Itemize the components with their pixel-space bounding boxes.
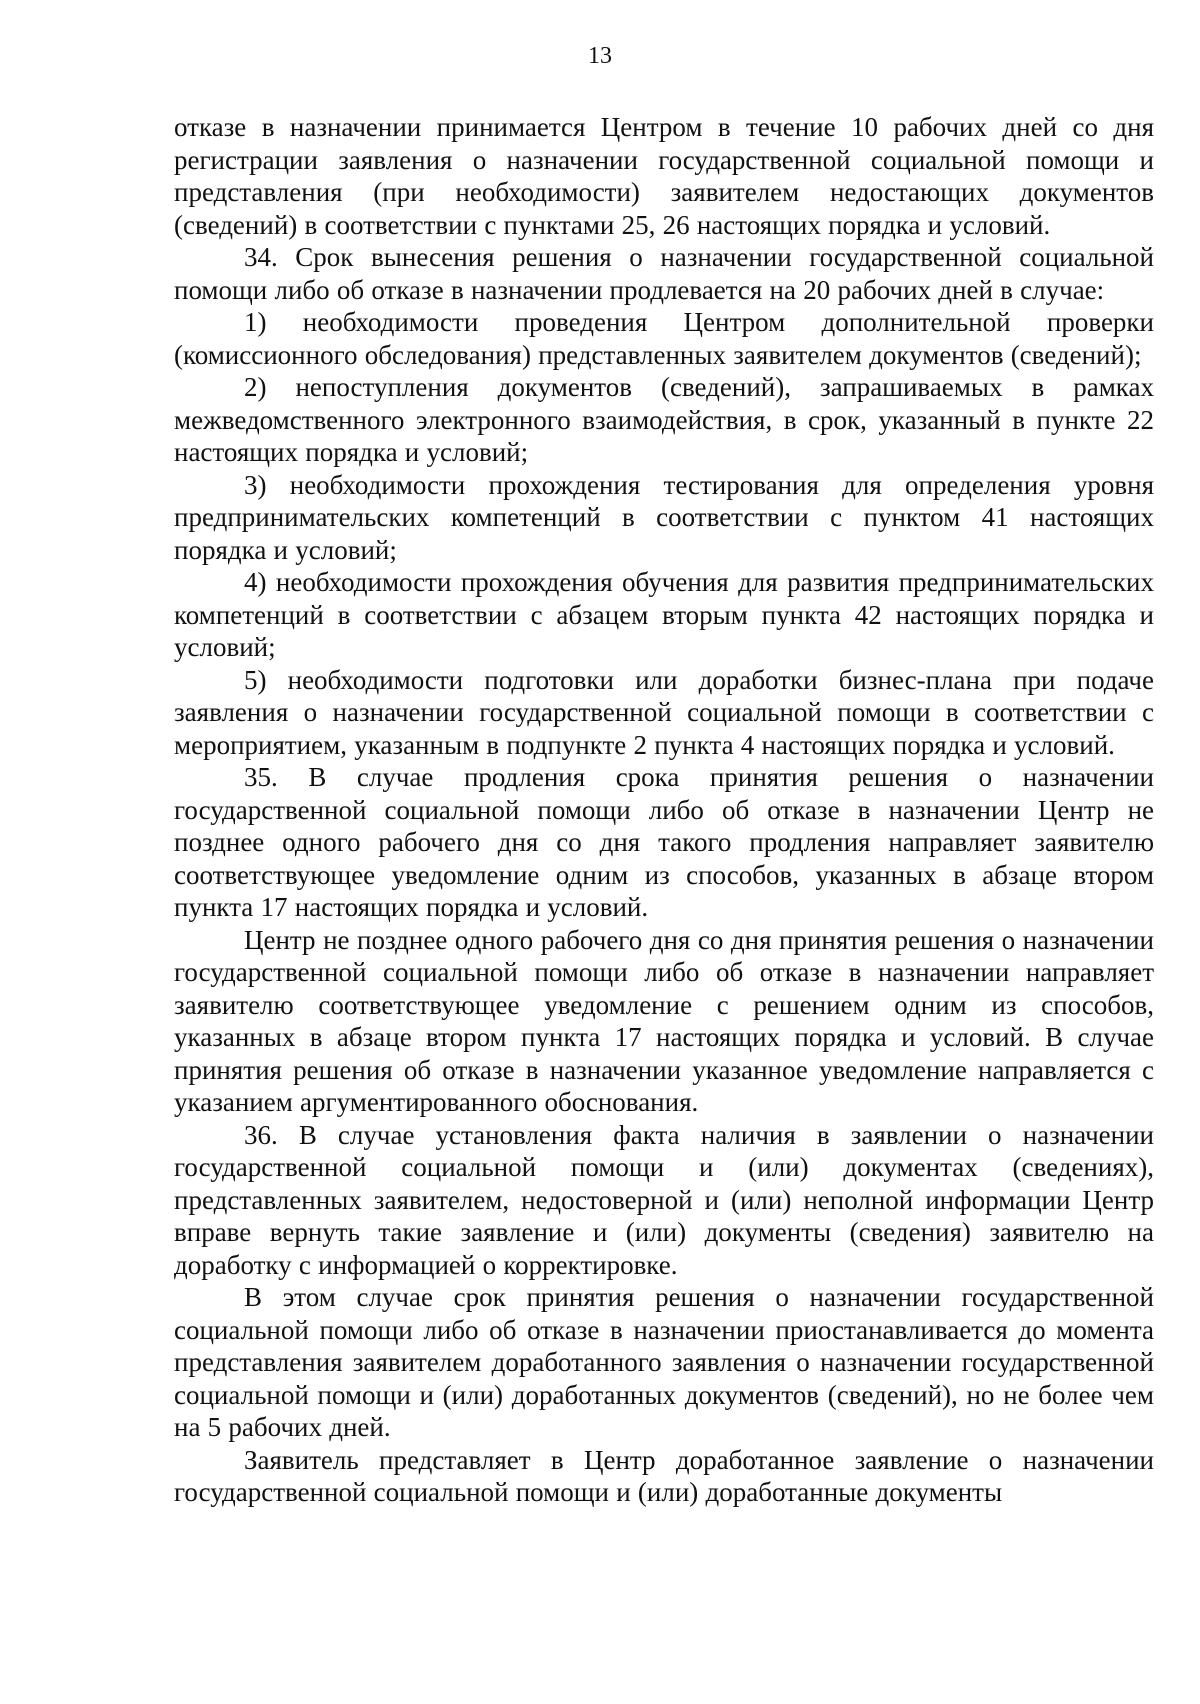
document-body	[174, 111, 1154, 1509]
paragraph-item-35: 35. В случае продления срока принятия решения о назначении государственной социальной помощи либо об отказе в назначении Центр не позднее одного рабочего дня со дня такого продления направляет заявителю соответствующее уведомление одним из способов, указанных в абзаце втором пункта 17 настоящих порядка и условий.	[174, 762, 1154, 922]
paragraph-subitem-1: 1) необходимости проведения Центром дополнительной проверки (комиссионного обследования) представленных заявителем документов (сведений);	[174, 307, 1154, 370]
paragraph-item-36-suspension: В этом случае срок принятия решения о назначении государственной социальной помощи либо об отказе в назначении приостанавливается до момента представления заявителем доработанного заявления о назначении государственной социальной помощи и (или) доработанных документов (сведений), но не более чем на 5 рабочих дней.	[174, 1282, 1154, 1442]
paragraph-subitem-5: 5) необходимости подготовки или доработки бизнес-плана при подаче заявления о назначении государственной социальной помощи в соответствии с мероприятием, указанным в подпункте 2 пункта 4 настоящих порядка и условий.	[174, 664, 1154, 760]
paragraph-item-36-resubmission: Заявитель представляет в Центр доработанное заявление о назначении государственной социальной помощи и (или) доработанные документы	[174, 1444, 1154, 1507]
page-number: 13	[588, 43, 612, 69]
paragraph-subitem-4: 4) необходимости прохождения обучения для развития предпринимательских компетенций в соответствии с абзацем вторым пункта 42 настоящих порядка и условий;	[174, 567, 1154, 662]
paragraph-continuation: отказе в назначении принимается Центром в течение 10 рабочих дней со дня регистрации заявления о назначении государственной социальной помощи и представления (при необходимости) заявителем недостающих документов (сведений) в соответствии с пунктами 25, 26 настоящих порядка и условий.	[174, 112, 1154, 240]
paragraph-item-35-notice: Центр не позднее одного рабочего дня со дня принятия решения о назначении государственной социальной помощи либо об отказе в назначении направляет заявителю соответствующее уведомление с решением одним из способов, указанных в абзаце втором пункта 17 настоящих порядка и условий. В случае принятия решения об отказе в назначении указанное уведомление направляется с указанием аргументированного обоснования.	[174, 924, 1154, 1117]
paragraph-item-36: 36. В случае установления факта наличия в заявлении о назначении государственной социальной помощи и (или) документах (сведениях), представленных заявителем, недостоверной и (или) неполной информации Центр вправе вернуть такие заявление и (или) документы (сведения) заявителю на доработку с информацией о корректировке.	[174, 1119, 1154, 1280]
paragraph-subitem-3: 3) необходимости прохождения тестирования для определения уровня предпринимательских компетенций в соответствии с пунктом 41 настоящих порядка и условий;	[174, 469, 1154, 565]
paragraph-item-34: 34. Срок вынесения решения о назначении государственной социальной помощи либо об отказе в назначении продлевается на 20 рабочих дней в случае:	[174, 242, 1154, 305]
paragraph-subitem-2: 2) непоступления документов (сведений), запрашиваемых в рамках межведомственного электронного взаимодействия, в срок, указанный в пункте 22 настоящих порядка и условий;	[174, 372, 1154, 467]
